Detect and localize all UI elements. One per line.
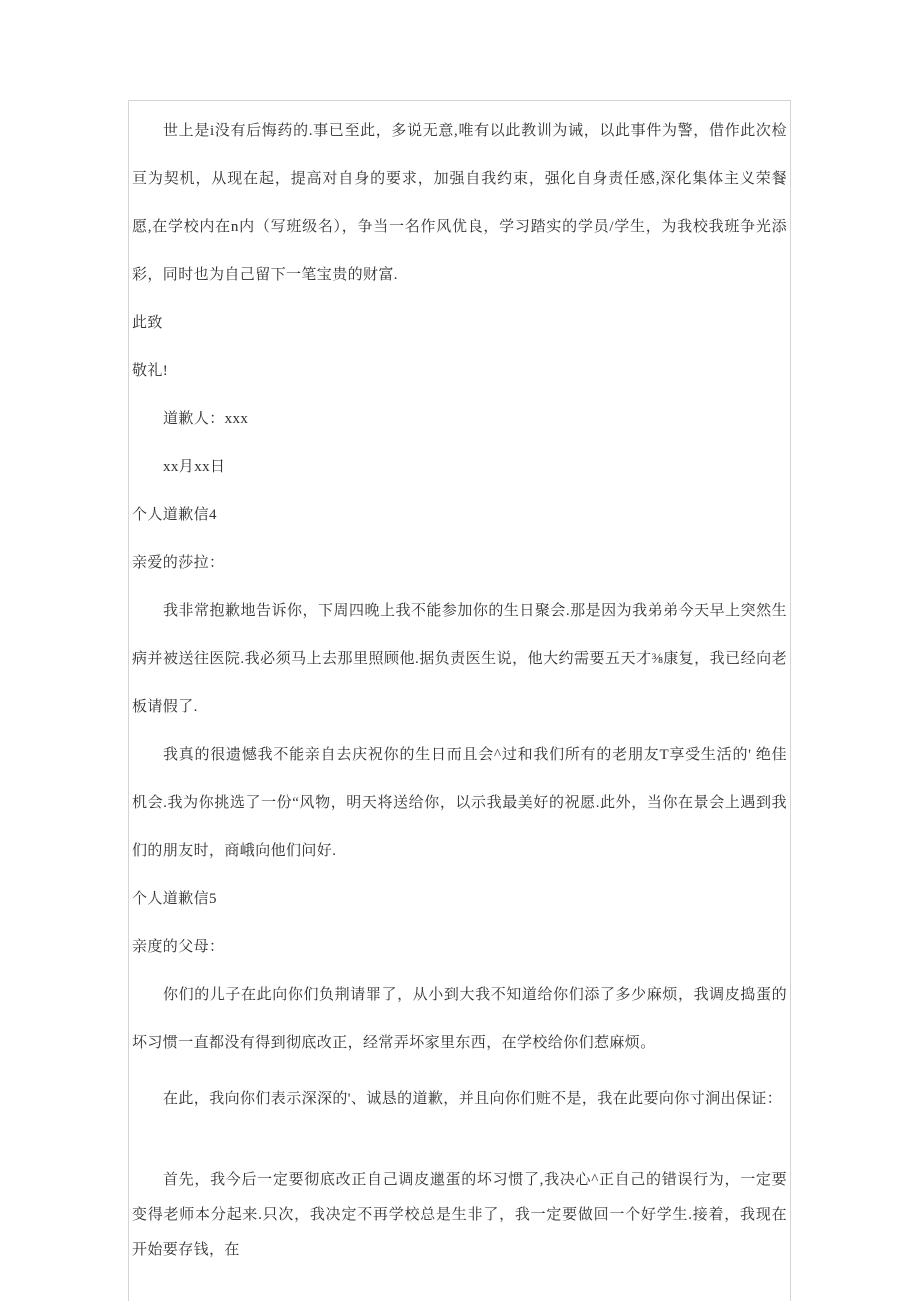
paragraph: 敬礼! [132, 363, 169, 379]
paragraph: 个人道歉信4 [132, 507, 217, 523]
paragraph: 你们的儿子在此向你们负荆请罪了，从小到大我不知道给你们添了多少麻烦，我调皮捣蛋的坏习惯一直都没有得到彻底改正，经常弄坏家里东西，在学校给你们惹麻烦。 [132, 987, 787, 1051]
document-page [128, 100, 791, 1301]
paragraph: 世上是i没有后悔药的.事已至此，多说无意,唯有以此教训为诫，以此事件为警，借作此次检亘为契机，从现在起，提高对自身的要求，加强自我约束，强化自身责任感,深化集体主义荣餐愿,在学校内在n内（写班级名），争当一名作风优良，学习踏实的学员/学生，为我校我班争光添彩，同时也为自己留下一笔宝贵的财富. [132, 123, 787, 283]
paragraph: xx月xx日 [163, 459, 226, 475]
paragraph: 个人道歉信5 [132, 891, 217, 907]
paragraph: 此致 [132, 315, 163, 331]
paragraph: 首先，我今后一定要彻底改正自己调皮邋蛋的坏习惯了,我决心^正自己的错误行为，一定要变得老师本分起来.只次，我决定不再学校总是生非了，我一定要做回一个好学生.接着，我现在开始要存钱，在 [132, 1172, 787, 1258]
paragraph: 我真的很遗憾我不能亲自去庆祝你的生日而且会^过和我们所有的老朋友T享受生活的' 绝佳机会.我为你挑选了一份“风物，明天将送给你，以示我最美好的祝愿.此外，当你在景会上遇到我们的朋友时，商峨向他们问好. [132, 747, 787, 859]
document-body [132, 107, 787, 1268]
paragraph: 亲爱的莎拉： [132, 555, 225, 571]
paragraph: 我非常抱歉地告诉你，下周四晚上我不能参加你的生日聚会.那是因为我弟弟今天早上突然生病并被送往医院.我必须马上去那里照顾他.据负责医生说，他大约需要五天才⅜康复，我已经向老板请假了. [132, 603, 787, 715]
paragraph: 道歉人：xxx [163, 411, 249, 427]
paragraph: 亲度的父母： [132, 939, 225, 955]
paragraph: 在此，我向你们表示深深的'、诚恳的道歉，并且向你们赃不是，我在此要向你寸涧出保证： [163, 1091, 783, 1107]
